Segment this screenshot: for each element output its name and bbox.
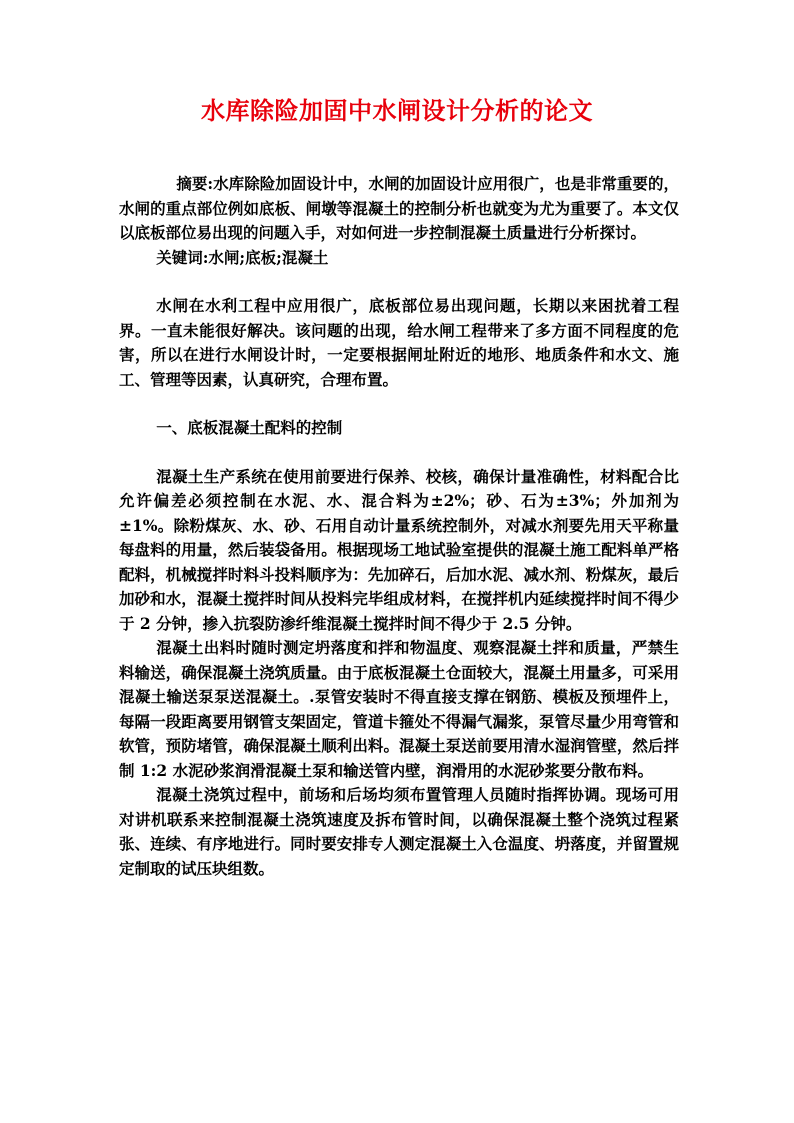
section-heading: 一、底板混凝土配料的控制: [156, 418, 343, 437]
body-paragraph: 混凝土浇筑过程中，前场和后场均须布置管理人员随时指挥协调。现场可用对讲机联系来控制混凝土浇筑速度及拆布管时间，以确保混凝土整个浇筑过程紧张、连续、有序地进行。同时要安排专人测定混凝土入仓温度、坍落度，并留置规定制取的试压块组数。: [119, 785, 679, 878]
document-title: 水库除险加固中水闸设计分析的论文: [201, 96, 593, 125]
spacer: [119, 392, 679, 416]
document-body: [119, 172, 679, 881]
spacer: [119, 270, 679, 294]
intro-paragraph: 水闸在水利工程中应用很广，底板部位易出现问题，长期以来困扰着工程界。一直未能很好解决。该问题的出现，给水闸工程带来了多方面不同程度的危害，所以在进行水闸设计时，一定要根据闸址附近的地形、地质条件和水文、施工、管理等因素，认真研究，合理布置。: [119, 296, 679, 389]
abstract-paragraph: 摘要:水库除险加固设计中，水闸的加固设计应用很广，也是非常重要的，水闸的重点部位例如底板、闸墩等混凝土的控制分析也就变为尤为重要了。本文仅以底板部位易出现的问题入手，对如何进一步控制混凝土质量进行分析探讨。: [119, 174, 679, 242]
body-paragraph: 混凝土生产系统在使用前要进行保养、校核，确保计量准确性，材料配合比允许偏差必须控制在水泥、水、混合料为±2%；砂、石为±3%；外加剂为±1%。除粉煤灰、水、砂、石用自动计量系统控制外，对减水剂要先用天平称量每盘料的用量，然后装袋备用。根据现场工地试验室提供的混凝土施工配料单严格配料，机械搅拌时料斗投料顺序为：先加碎石，后加水泥、减水剂、粉煤灰，最后加砂和水，混凝土搅拌时间从投料完毕组成材料，在搅拌机内延续搅拌时间不得少于 2 分钟，掺入抗裂防渗纤维混凝土搅拌时间不得少于 2.5 分钟。: [119, 466, 679, 633]
body-paragraph: 混凝土出料时随时测定坍落度和拌和物温度、观察混凝土拌和质量，严禁生料输送，确保混凝土浇筑质量。由于底板混凝土仓面较大，混凝土用量多，可采用混凝土输送泵泵送混凝土。.泵管安装时不得直接支撑在钢筋、模板及预埋件上，每隔一段距离要用钢管支架固定，管道卡箍处不得漏气漏浆，泵管尽量少用弯管和软管，预防堵管，确保混凝土顺利出料。混凝土泵送前要用清水湿润管壁，然后拌制 1:2 水泥砂浆润滑混凝土泵和输送管内壁，润滑用的水泥砂浆要分散布料。: [119, 638, 679, 780]
keywords-line: 关键词:水闸;底板;混凝土: [156, 247, 329, 267]
spacer: [119, 441, 679, 465]
